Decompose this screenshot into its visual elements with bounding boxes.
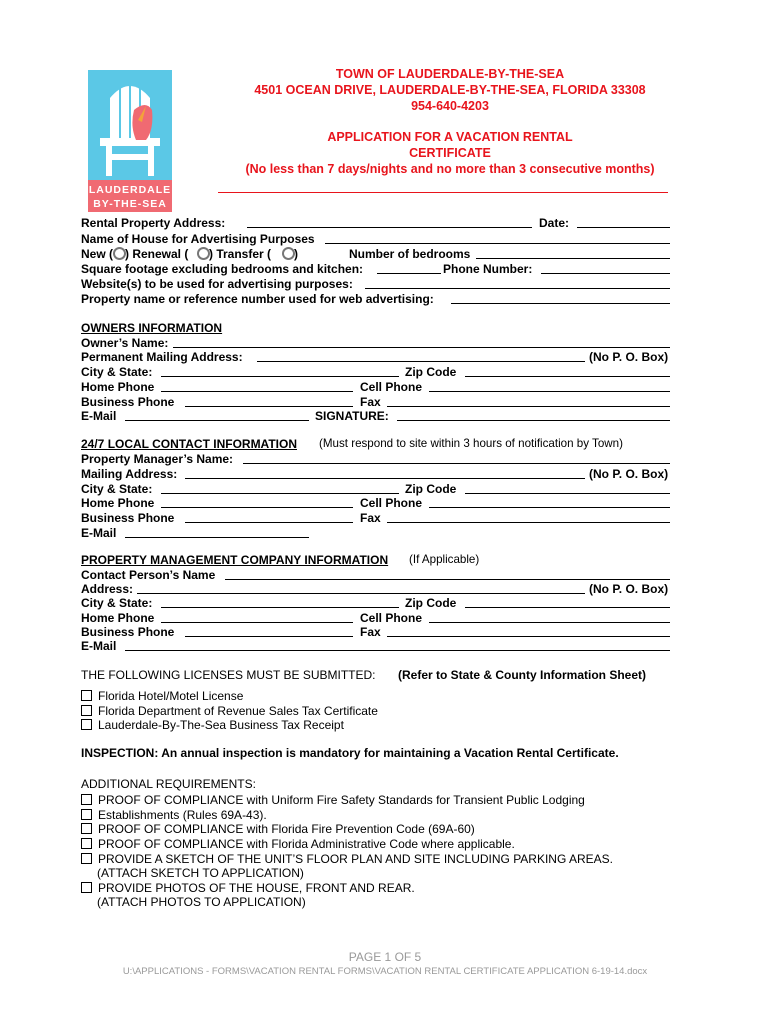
local-business-field[interactable] (185, 511, 353, 523)
owner-mailing-field[interactable] (257, 350, 585, 362)
manager-name-label: Property Manager’s Name: (81, 452, 234, 466)
form-title-2: CERTIFICATE (409, 146, 491, 160)
local-zip-label: Zip Code (405, 482, 457, 496)
signature-label: SIGNATURE: (315, 409, 389, 423)
requirement-item[interactable] (81, 808, 267, 822)
websites-field[interactable] (365, 277, 670, 289)
owner-business-field[interactable] (185, 395, 353, 407)
license-checkbox[interactable] (81, 690, 92, 701)
phone-label: Phone Number: (443, 262, 533, 276)
requirement-checkbox[interactable] (81, 838, 92, 849)
pmc-contact-label: Contact Person’s Name (81, 568, 216, 582)
requirement-label: PROOF OF COMPLIANCE with Uniform Fire Safety Standards for Transient Public Lodging (98, 793, 585, 807)
rental-address-field[interactable] (247, 216, 532, 228)
local-note: (Must respond to site within 3 hours of notification by Town) (319, 437, 623, 450)
owner-name-field[interactable] (173, 336, 670, 348)
pmc-zip-field[interactable] (465, 596, 670, 608)
websites-label: Website(s) to be used for advertising purposes: (81, 277, 353, 291)
owner-mailing-label: Permanent Mailing Address: (81, 350, 243, 364)
requirement-checkbox[interactable] (81, 794, 92, 805)
photos-note: (ATTACH PHOTOS TO APPLICATION) (97, 895, 306, 909)
requirement-label: PROOF OF COMPLIANCE with Florida Administrative Code where applicable. (98, 837, 515, 851)
pmc-no-po-box: (No P. O. Box) (589, 582, 669, 596)
requirement-item[interactable] (81, 852, 613, 866)
local-mailing-label: Mailing Address: (81, 467, 178, 481)
owner-city-label: City & State: (81, 365, 153, 379)
owner-business-label: Business Phone (81, 395, 175, 409)
pmc-email-label: E-Mail (81, 639, 117, 653)
owner-zip-label: Zip Code (405, 365, 457, 379)
chair-pelican-icon (88, 70, 172, 212)
local-home-phone-label: Home Phone (81, 496, 155, 510)
form-subtitle: (No less than 7 days/nights and no more than 3 consecutive months) (245, 162, 655, 176)
owner-name-label: Owner’s Name: (81, 336, 169, 350)
house-name-label: Name of House for Advertising Purposes (81, 232, 315, 246)
transfer-label: ) Transfer ( (209, 247, 272, 261)
house-name-field[interactable] (325, 232, 670, 244)
requirement-item[interactable] (81, 881, 415, 895)
bedrooms-label: Number of bedrooms (349, 247, 471, 261)
pmc-fax-field[interactable] (387, 625, 670, 637)
license-item-label: Lauderdale-By-The-Sea Business Tax Receipt (98, 718, 344, 732)
local-heading: 24/7 LOCAL CONTACT INFORMATION (81, 437, 297, 451)
pmc-email-field[interactable] (125, 639, 670, 651)
owner-home-phone-field[interactable] (161, 380, 353, 392)
manager-name-field[interactable] (243, 452, 670, 464)
owner-fax-label: Fax (360, 395, 381, 409)
local-city-label: City & State: (81, 482, 153, 496)
rental-address-label: Rental Property Address: (81, 216, 226, 230)
requirement-item[interactable] (81, 793, 585, 807)
owner-city-field[interactable] (161, 365, 399, 377)
pmc-cell-label: Cell Phone (360, 611, 423, 625)
owner-fax-field[interactable] (387, 395, 670, 407)
requirement-checkbox[interactable] (81, 823, 92, 834)
web-ref-field[interactable] (451, 292, 670, 304)
owner-home-phone-label: Home Phone (81, 380, 155, 394)
town-logo (88, 70, 172, 212)
pmc-address-field[interactable] (137, 582, 585, 594)
requirement-label: PROVIDE PHOTOS OF THE HOUSE, FRONT AND REAR. (98, 881, 415, 895)
license-checkbox[interactable] (81, 719, 92, 730)
pmc-note: (If Applicable) (409, 553, 480, 566)
licenses-intro: THE FOLLOWING LICENSES MUST BE SUBMITTED: (81, 668, 376, 682)
local-business-label: Business Phone (81, 511, 175, 525)
owner-email-field[interactable] (125, 409, 309, 421)
bedrooms-field[interactable] (476, 247, 670, 259)
owners-heading: OWNERS INFORMATION (81, 321, 223, 335)
local-no-po-box: (No P. O. Box) (589, 467, 669, 481)
local-email-label: E-Mail (81, 526, 117, 540)
local-cell-field[interactable] (429, 496, 670, 508)
pmc-home-phone-field[interactable] (161, 611, 353, 623)
pmc-fax-label: Fax (360, 625, 381, 639)
requirement-label: PROOF OF COMPLIANCE with Florida Fire Prevention Code (69A-60) (98, 822, 475, 836)
date-label: Date: (539, 216, 570, 230)
pmc-business-label: Business Phone (81, 625, 175, 639)
owner-zip-field[interactable] (465, 365, 670, 377)
owner-cell-label: Cell Phone (360, 380, 423, 394)
page-number: PAGE 1 OF 5 (348, 950, 422, 964)
requirement-label: PROVIDE A SKETCH OF THE UNIT’S FLOOR PLAN AND SITE INCLUDING PARKING AREAS. (98, 852, 613, 866)
pmc-city-field[interactable] (161, 596, 399, 608)
logo-text-1: LAUDERDALE (88, 184, 172, 196)
town-address: 4501 OCEAN DRIVE, LAUDERDALE-BY-THE-SEA, FLORIDA 33308 (254, 83, 646, 97)
web-ref-label: Property name or reference number used for web advertising: (81, 292, 434, 306)
license-item[interactable] (81, 689, 243, 703)
license-item[interactable] (81, 718, 344, 732)
file-path: U:\APPLICATIONS - FORMS\VACATION RENTAL FORMS\VACATION RENTAL CERTIFICATE APPLICATION 6-19-14.docx (122, 966, 648, 977)
signature-field[interactable] (397, 409, 670, 421)
requirement-checkbox[interactable] (81, 853, 92, 864)
owner-email-label: E-Mail (81, 409, 117, 423)
pmc-zip-label: Zip Code (405, 596, 457, 610)
local-city-field[interactable] (161, 482, 399, 494)
pmc-city-label: City & State: (81, 596, 153, 610)
license-item-label: Florida Department of Revenue Sales Tax Certificate (98, 704, 378, 718)
local-zip-field[interactable] (465, 482, 670, 494)
pmc-cell-field[interactable] (429, 611, 670, 623)
licenses-ref: (Refer to State & County Information Sheet) (398, 668, 647, 682)
renewal-label: ) Renewal ( (125, 247, 189, 261)
pmc-business-field[interactable] (185, 625, 353, 637)
header-divider (218, 192, 668, 193)
local-cell-label: Cell Phone (360, 496, 423, 510)
owner-cell-field[interactable] (429, 380, 670, 392)
sqft-field[interactable] (377, 262, 441, 274)
requirement-item[interactable] (81, 837, 515, 851)
additional-heading: ADDITIONAL REQUIREMENTS: (81, 777, 256, 791)
town-phone: 954-640-4203 (411, 99, 489, 113)
local-fax-label: Fax (360, 511, 381, 525)
pmc-home-phone-label: Home Phone (81, 611, 155, 625)
local-home-phone-field[interactable] (161, 496, 353, 508)
logo-text-2: BY-THE-SEA (93, 198, 167, 210)
local-mailing-field[interactable] (185, 467, 585, 479)
form-title-1: APPLICATION FOR A VACATION RENTAL (327, 130, 573, 144)
requirement-checkbox[interactable] (81, 809, 92, 820)
license-checkbox[interactable] (81, 705, 92, 716)
pmc-contact-field[interactable] (225, 568, 670, 580)
sqft-label: Square footage excluding bedrooms and kitchen: (81, 262, 364, 276)
pmc-heading: PROPERTY MANAGEMENT COMPANY INFORMATION (81, 553, 389, 567)
date-field[interactable] (577, 216, 670, 228)
requirement-checkbox[interactable] (81, 882, 92, 893)
requirement-label: Establishments (Rules 69A-43). (98, 808, 267, 822)
inspection-text: INSPECTION: An annual inspection is mandatory for maintaining a Vacation Rental Certificate. (81, 746, 619, 760)
local-fax-field[interactable] (387, 511, 670, 523)
license-item[interactable] (81, 704, 378, 718)
town-name: TOWN OF LAUDERDALE-BY-THE-SEA (335, 67, 565, 81)
new-label: New ( (81, 247, 114, 261)
phone-field[interactable] (541, 262, 670, 274)
pmc-address-label: Address: (81, 582, 134, 596)
requirement-item[interactable] (81, 822, 475, 836)
transfer-close: ) (294, 247, 298, 261)
owner-no-po-box: (No P. O. Box) (589, 350, 669, 364)
sketch-note: (ATTACH SKETCH TO APPLICATION) (97, 866, 304, 880)
license-item-label: Florida Hotel/Motel License (98, 689, 244, 703)
local-email-field[interactable] (125, 526, 309, 538)
